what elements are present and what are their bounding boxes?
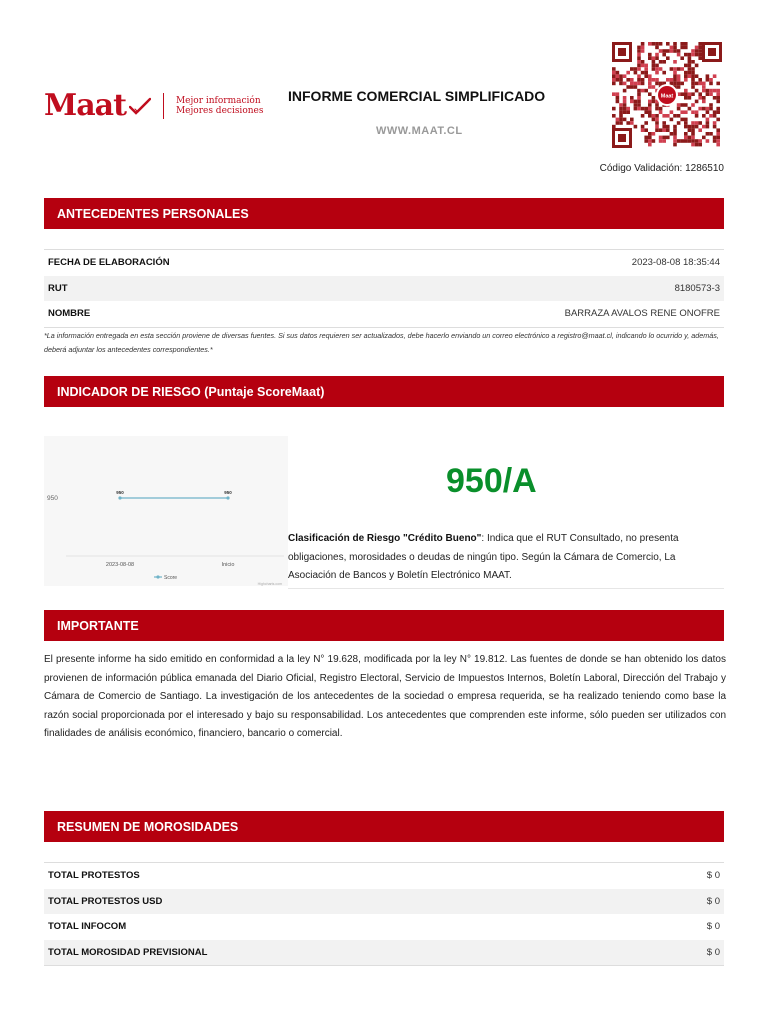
chart-credit: Highcharts.com [257,582,282,586]
report-title: INFORME COMERCIAL SIMPLIFICADO [288,88,546,104]
website-link[interactable]: WWW.MAAT.CL [376,125,463,137]
report-header [0,0,768,190]
section-header-morosidades: RESUMEN DE MOROSIDADES [44,811,724,842]
row-label: TOTAL PROTESTOS [48,870,140,882]
risk-score: 950/A [446,462,537,500]
table-row [44,276,724,302]
x-tick-label: 2023-08-08 [105,562,135,568]
logo-divider [163,93,164,119]
qr-code-icon [610,40,724,150]
table-row [44,940,724,966]
classification-label: Clasificación de Riesgo "Crédito Bueno" [288,533,482,544]
section-header-importante: IMPORTANTE [44,610,724,641]
table-row [44,863,724,889]
section-header-risk: INDICADOR DE RIESGO (Puntaje ScoreMaat) [44,376,724,407]
row-label: RUT [48,282,68,294]
table-row [44,889,724,915]
y-tick-label: 950 [47,495,58,502]
risk-classification [288,530,724,589]
data-label: 950 [116,490,124,495]
section-header-personal: ANTECEDENTES PERSONALES [44,198,724,229]
row-value: $ 0 [706,946,720,958]
row-value: 8180573-3 [674,282,720,294]
table-row [44,914,724,940]
score-chart [44,436,288,586]
qr-center-label: Maat [660,93,674,100]
importante-text: El presente informe ha sido emitido en conformidad a la ley N° 19.628, modificada por la ley N° 19.812. Las fuentes de donde se han obtenido los datos provienen de información pública emanada del Diario Oficial, Registro Electoral, Servicio de Impuestos Internos, Boletín Laboral, Dirección del Trabajo y Cámara de Comercio de Santiago. La investigación de los antecedentes de la sociedad o empresa requerida, se ha realizado teniendo como base la razón social proporcionada por el interesado y bajo su responsabilidad. Los antecedentes que comprenden este informe, sólo pueden ser utilizados con finalidades de análisis económico, financiero, bancario o comercial. [44,654,726,740]
row-value: $ 0 [706,921,720,933]
maat-logo [44,88,263,123]
row-label: TOTAL MOROSIDAD PREVISIONAL [48,946,208,958]
data-point [226,496,229,499]
row-label: NOMBRE [48,308,91,320]
row-value: 2023-08-08 18:35:44 [631,257,720,269]
table-row [44,250,724,276]
legend-label: Score [164,575,178,581]
tagline-line-2: Mejores decisiones [175,105,264,116]
logo-tagline [176,96,264,116]
validation-code: Código Validación: 1286510 [599,163,724,174]
data-label: 950 [224,490,232,495]
classification-text: : Indica que el RUT Consultado, no presenta obligaciones, morosidades o deudas de ningún tipo. Según la Cámara de Comercio, La Asociación de Bancos y Boletín Electrónico MAAT. [288,533,679,581]
row-label: FECHA DE ELABORACIÓN [48,257,170,269]
data-point [118,496,121,499]
personal-table [44,249,724,328]
x-tick-label: Inicio [221,562,235,568]
row-value: $ 0 [706,870,720,882]
row-label: TOTAL INFOCOM [48,921,127,933]
table-row [44,301,724,327]
chart-background [44,436,288,586]
row-value: $ 0 [706,895,720,907]
logo-wordmark: Maat [44,88,126,123]
checkmark-icon [129,97,151,115]
tagline-line-1: Mejor información [175,95,261,106]
morosidades-table [44,862,724,966]
personal-note: *La información entregada en esta sección proviene de diversas fuentes. Si sus datos requieren ser actualizados, debe hacerlo enviando un correo electrónico a registro@maat.cl, indicando lo ocurrido y, además, deberá adjuntar los antecedentes correspondientes.* [44,331,719,354]
row-label: TOTAL PROTESTOS USD [48,895,163,907]
row-value: BARRAZA AVALOS RENE ONOFRE [564,308,720,320]
legend-marker-icon [156,575,159,578]
